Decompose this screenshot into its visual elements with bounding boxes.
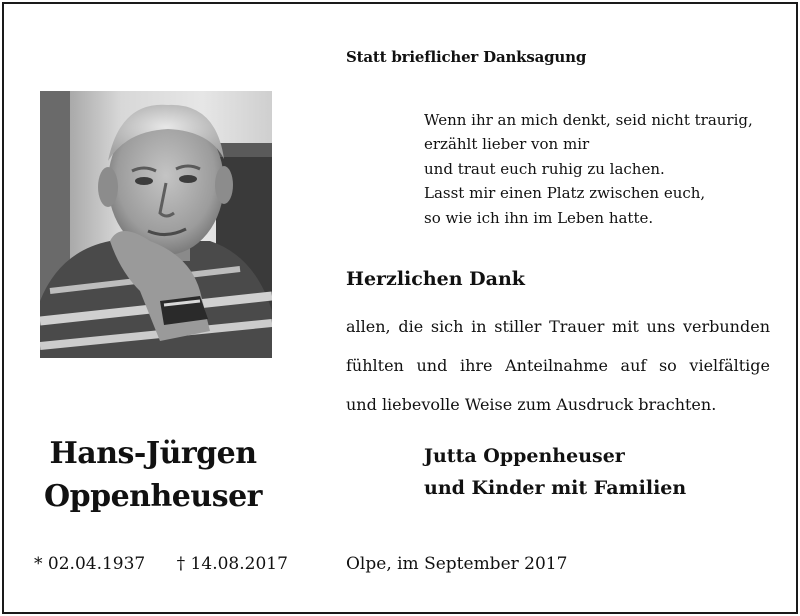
poem-line: so wie ich ihn im Leben hatte. [424,208,654,227]
deceased-last-name: Oppenheuser [44,479,262,514]
poem-line: erzählt lieber von mir [424,135,590,154]
thanks-line: fühlten und ihre Anteilnahme auf so vielfältige [346,356,770,375]
deceased-first-name: Hans-Jürgen [49,436,257,471]
poem-line: Lasst mir einen Platz zwischen euch, [424,184,706,203]
thanks-line: und liebevolle Weise zum Ausdruck brachten. [346,395,717,414]
life-dates [34,554,314,574]
poem-line: und traut euch ruhig zu lachen. [424,159,665,178]
obituary-card [2,2,798,614]
signature-line: Jutta Oppenheuser [424,445,625,467]
header-line: Statt brieflicher Danksagung [346,48,587,66]
portrait-image [40,91,272,358]
signature-line: und Kinder mit Familien [424,477,687,499]
signature [424,440,686,504]
portrait-photo [40,91,272,358]
death-date: † 14.08.2017 [176,554,288,574]
thanks-heading: Herzlichen Dank [346,268,525,290]
birth-date: * 02.04.1937 [34,554,146,574]
place-date: Olpe, im September 2017 [346,554,568,574]
thanks-text [346,307,770,424]
thanks-line: allen, die sich in stiller Trauer mit uns verbunden [346,317,770,336]
poem [424,108,753,230]
deceased-name [24,432,282,518]
poem-line: Wenn ihr an mich denkt, seid nicht traurig, [424,111,753,129]
